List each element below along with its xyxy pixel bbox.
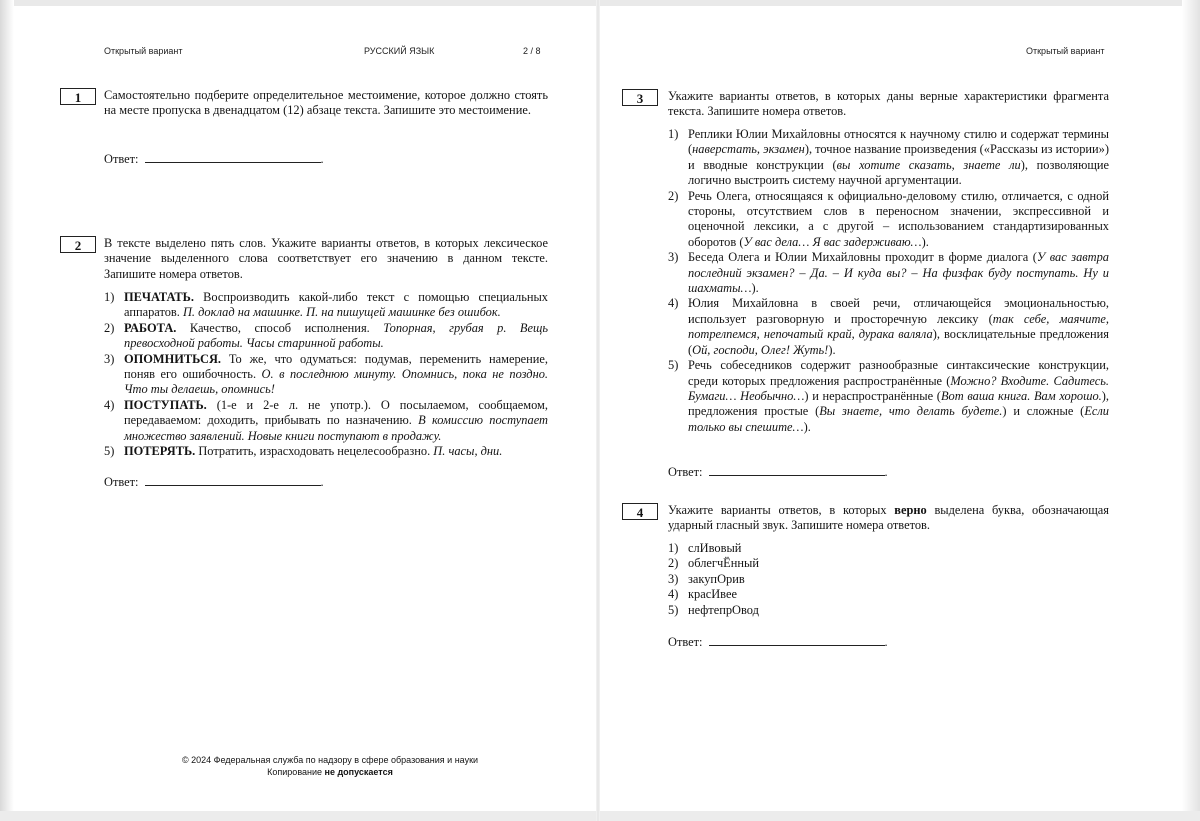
answer-label: Ответ: (668, 465, 703, 479)
option-example: У вас завтра последний экзамен? – Да. – И куда вы? – На физфак буду поступать. Ну и шахматы… (688, 250, 1109, 296)
right-page-variant-header: Открытый вариант (1026, 46, 1105, 56)
task-4-option (668, 603, 968, 618)
option-word: ПЕЧАТАТЬ. (124, 290, 194, 304)
option-example: вы хотите сказать, знаете ли (836, 157, 1021, 172)
task-4-options (668, 541, 968, 618)
option-example: У вас дела… Я вас задерживаю… (743, 234, 922, 249)
task-4-text-after: выделена буква, обозначающая ударный гласный звук. Запишите номера ответов. (668, 503, 1110, 533)
task-4-text-before: Укажите варианты ответов, в которых (668, 503, 895, 517)
task-1-text: Самостоятельно подберите определительное местоимение, которое должно стоять на месте пропуска в двенадцатом (12) абзаце текста. Запишите это местоимение. (104, 88, 548, 118)
option-word: нефтепрОвод (688, 602, 759, 617)
option-number: 5) (668, 358, 679, 373)
task-3-option (668, 296, 1109, 358)
task-2-text: В тексте выделено пять слов. Укажите варианты ответов, в которых лексическое значение выделенного слова соответствует его значению в данном тексте. Запишите номера ответов. (104, 236, 548, 281)
option-number: 3) (668, 250, 679, 265)
copyright-line: © 2024 Федеральная служба по надзору в сфере образования и науки (181, 755, 479, 765)
page-number: 2 / 8 (523, 46, 541, 56)
option-body (688, 127, 1109, 189)
page-spread-fold (596, 0, 600, 821)
option-body (124, 352, 548, 398)
option-body (688, 189, 1109, 251)
option-text: ), позволяющие логично выстроить систему научной аргументации. (688, 157, 1110, 188)
option-example: Вы знаете, что делать будете. (819, 404, 1003, 419)
option-word: РАБОТА. (124, 320, 177, 335)
scan-top-edge (0, 0, 1200, 6)
subject-header: РУССКИЙ ЯЗЫК (364, 46, 435, 56)
task-3-option (668, 189, 1109, 251)
task-4-answer (668, 634, 888, 650)
left-page-variant-header: Открытый вариант (104, 46, 183, 56)
task-3-answer-field[interactable] (709, 464, 885, 476)
task-4-number: 4 (622, 503, 658, 520)
option-word: ОПОМНИТЬСЯ. (124, 351, 222, 366)
task-3-number: 3 (622, 89, 658, 106)
option-example: П. доклад на машинке. П. на пишущей машинке без ошибок. (182, 305, 501, 320)
copying-prefix: Копирование (267, 767, 325, 777)
option-text: Юлия Михайловна в своей речи, отличающейся эмоциональностью, использует разговорную и просторечную лексику ( (688, 296, 1109, 326)
option-body (124, 398, 548, 444)
option-number: 3) (668, 571, 679, 586)
option-number: 2) (668, 188, 679, 203)
task-4-option (668, 556, 968, 571)
option-example: П. часы, дни. (433, 444, 503, 459)
option-example: Если только вы спешите… (688, 404, 1109, 434)
task-4-option (668, 541, 968, 556)
task-4-text (668, 503, 1109, 534)
option-text: ). (921, 234, 929, 249)
answer-suffix: . (884, 635, 888, 649)
option-text: ), предложения простые ( (688, 388, 1109, 419)
option-example: О. в последнюю минуту. Опомнись, пока не поздно. Что ты делаешь, опомнись! (124, 367, 549, 397)
option-definition: Потратить, израсходовать нецелесообразно. (195, 444, 434, 459)
option-text: ) и сложные ( (1002, 404, 1085, 419)
option-text: ) и нераспространённые ( (804, 388, 941, 403)
copyright-footer (160, 754, 500, 778)
task-3-text: Укажите варианты ответов, в которых даны верные характеристики фрагмента текста. Запишите номера ответов. (668, 89, 1109, 119)
option-text: Речь собеседников содержит разнообразные синтаксические конструкции, среди которых предложения распространённые ( (688, 358, 1109, 388)
scan-bottom-edge (0, 811, 1200, 821)
answer-label: Ответ: (668, 635, 703, 649)
option-body (124, 321, 548, 352)
option-text: ), точное название произведения («Рассказы из истории») и вводные конструкции ( (688, 142, 1109, 172)
answer-suffix: . (320, 475, 324, 489)
option-text: ). (751, 281, 759, 296)
option-number: 3) (104, 351, 115, 366)
task-4-answer-field[interactable] (709, 634, 885, 646)
task-2-option (104, 290, 548, 321)
option-definition: То же, что одуматься: подумав, переменить намерение, поняв его ошибочность. (124, 351, 548, 382)
option-text: Беседа Олега и Юлии Михайловны проходит в форме диалога ( (688, 250, 1037, 265)
task-2-options (104, 290, 548, 459)
option-text: ), восклицательные предложения ( (688, 327, 1109, 357)
task-4-text-bold: верно (894, 503, 927, 517)
task-3-option (668, 250, 1109, 296)
option-number: 2) (668, 556, 679, 571)
option-example: Вот ваша книга. Вам хорошо. (940, 388, 1102, 403)
option-text: ). (803, 419, 811, 434)
scan-left-edge (0, 0, 14, 821)
copying-notice (160, 766, 500, 778)
task-4-option (668, 572, 968, 587)
task-1-number: 1 (60, 88, 96, 105)
option-example: так себе, маячите, потрелпемся, непочатый край, дурака валяла (688, 311, 1109, 342)
option-text: Реплики Юлии Михайловны относятся к научному стилю и содержат термины ( (688, 127, 1109, 157)
option-body (124, 290, 548, 321)
task-2-option (104, 398, 548, 444)
option-number: 1) (104, 290, 115, 304)
option-body (688, 358, 1109, 435)
option-word: облегчЁнный (688, 556, 759, 571)
task-1-answer-field[interactable] (145, 151, 321, 163)
scan-right-edge (1182, 0, 1200, 821)
task-2-number: 2 (60, 236, 96, 253)
task-2-option (104, 321, 548, 352)
option-body (688, 250, 1109, 296)
option-definition: (1-е и 2-е л. не употр.). О посылаемом, сообщаемом, передаваемом: доходить, прибывать по назначению. (124, 397, 548, 428)
task-3-option (668, 358, 1109, 435)
option-word: ПОТЕРЯТЬ. (124, 444, 196, 459)
option-text: Речь Олега, относящаяся к официально-деловому стилю, отличается, с одной стороны, отсутствием слов в переносном значении, экспрессивной и оценочной лексики, а с другой – использованием стандартизированных оборотов ( (688, 188, 1109, 249)
option-word: слИвовый (688, 541, 742, 555)
task-3-option (668, 127, 1109, 189)
task-4-option (668, 587, 968, 602)
copying-forbidden: не допускается (324, 767, 393, 777)
option-body (688, 296, 1109, 358)
option-word: красИвее (688, 587, 737, 602)
option-word: закупОрив (688, 571, 745, 586)
task-2-option (104, 444, 548, 459)
option-definition: Качество, способ исполнения. (176, 320, 384, 335)
task-3-options (668, 127, 1109, 435)
answer-suffix: . (884, 465, 888, 479)
option-example: В комиссию поступает множество заявлений. Новые книги поступают в продажу. (124, 413, 548, 443)
option-number: 5) (668, 602, 679, 617)
option-number: 4) (668, 296, 679, 311)
option-example: Можно? Входите. Садитесь. Бумаги… Необычно… (688, 373, 1109, 403)
task-2-answer-field[interactable] (145, 474, 321, 486)
option-number: 5) (104, 444, 115, 459)
option-text: ). (828, 342, 836, 357)
task-1-answer (104, 151, 324, 167)
answer-label: Ответ: (104, 152, 139, 166)
task-2-answer (104, 474, 324, 490)
option-body (124, 444, 548, 459)
task-2-option (104, 352, 548, 398)
option-number: 1) (668, 541, 679, 555)
task-3-answer (668, 464, 888, 480)
answer-suffix: . (320, 152, 324, 166)
option-number: 1) (668, 127, 679, 141)
option-number: 2) (104, 320, 115, 335)
option-number: 4) (668, 587, 679, 602)
option-example: Ой, господи, Олег! Жуть! (692, 342, 829, 357)
answer-label: Ответ: (104, 475, 139, 489)
option-number: 4) (104, 397, 115, 412)
option-definition: Воспроизводить какой-либо текст с помощью специальных аппаратов. (124, 290, 548, 320)
option-example: наверстать, экзамен (692, 142, 805, 157)
option-word: ПОСТУПАТЬ. (124, 397, 207, 412)
option-example: Топорная, грубая р. Вещь превосходной работы. Часы старинной работы. (124, 320, 548, 351)
